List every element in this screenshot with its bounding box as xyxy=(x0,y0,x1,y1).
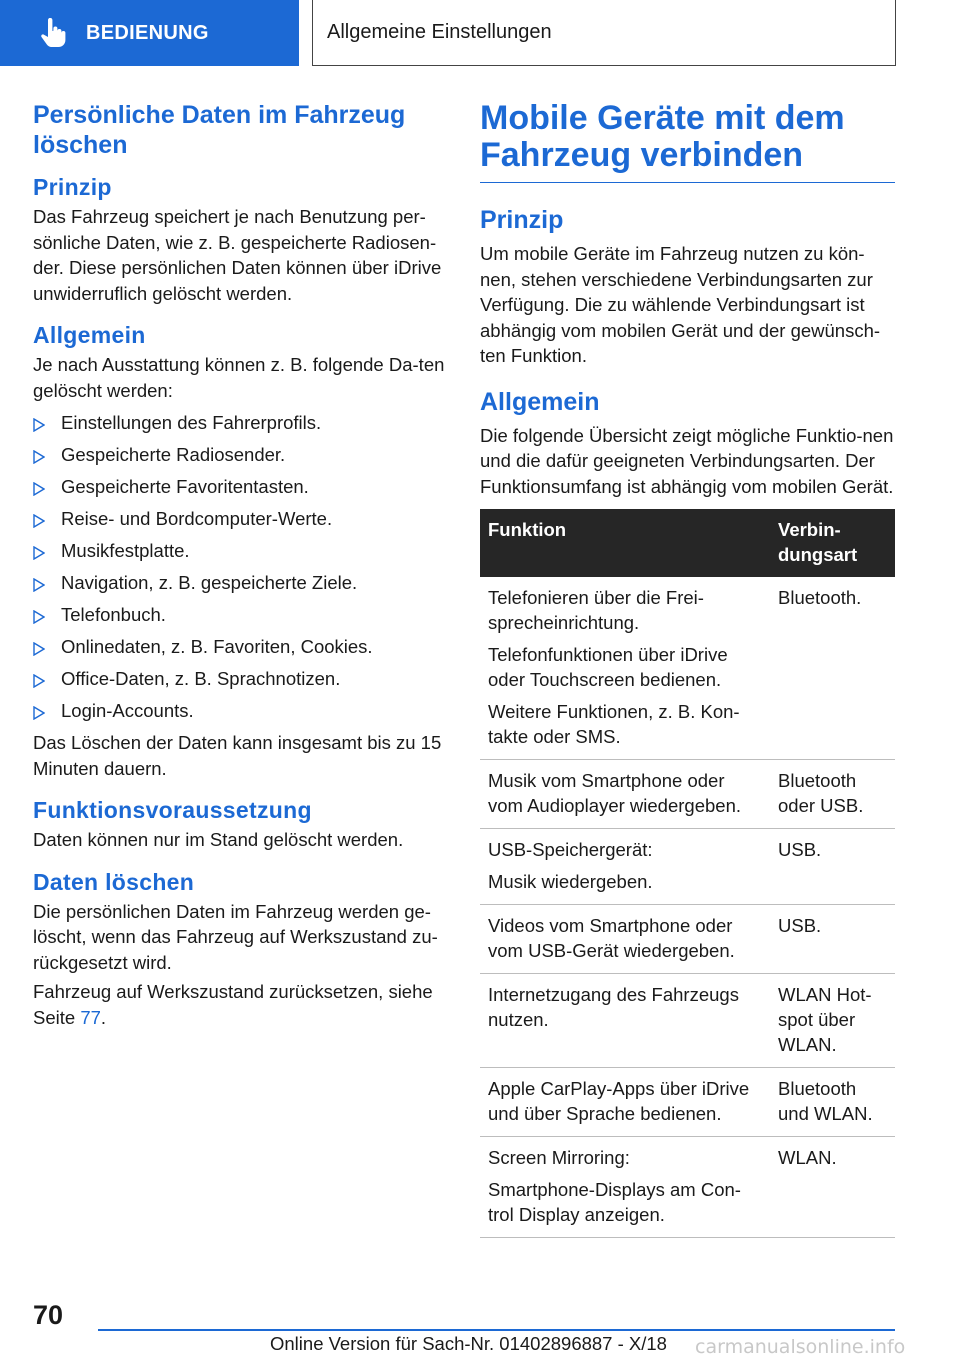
loeschen-heading: Daten löschen xyxy=(33,868,195,895)
table-cell-verbindungsart: WLAN. xyxy=(770,1137,895,1238)
page-link[interactable]: 77 xyxy=(80,1006,101,1028)
right-prinzip-heading: Prinzip xyxy=(480,206,564,234)
triangle-bullet-icon xyxy=(33,541,45,555)
section-label: BEDIENUNG xyxy=(86,21,209,44)
funktion-line: Apple CarPlay-Apps über iDrive und über Sprache bedienen. xyxy=(488,1078,750,1124)
triangle-bullet-icon xyxy=(33,445,45,459)
table-row xyxy=(480,1068,895,1137)
list-item xyxy=(33,599,445,631)
funktion-line: Weitere Funktionen, z. B. Kon‐takte oder SMS. xyxy=(488,701,740,747)
table-row xyxy=(480,1137,895,1238)
connection-table xyxy=(480,509,895,1238)
watermark: carmanualsonline.info xyxy=(695,1336,906,1358)
right-prinzip-text: Um mobile Geräte im Fahrzeug nutzen zu kön‐nen, stehen verschiedene Verbindungsarten zur Verfügung. Die zu wählende Verbindungsart ist abhängig vom mobilen Gerät und der gewünsch‐ten Funktion. xyxy=(480,243,881,366)
funktion-line: Screen Mirroring: xyxy=(488,1147,630,1168)
left-prinzip-heading: Prinzip xyxy=(33,174,112,200)
left-column xyxy=(33,100,445,1034)
list-item xyxy=(33,695,445,727)
triangle-bullet-icon xyxy=(33,413,45,427)
loeschen-text: Die persönlichen Daten im Fahrzeug werden ge‐löscht, wenn das Fahrzeug auf Werkszustand zu‐rückgesetzt wird. xyxy=(33,900,438,973)
table-row xyxy=(480,974,895,1068)
triangle-bullet-icon xyxy=(33,669,45,683)
table-cell-funktion xyxy=(480,577,770,760)
funktion-line: Telefonieren über die Frei‐sprecheinrichtung. xyxy=(488,587,704,633)
list-item-text: Musikfestplatte. xyxy=(61,540,190,561)
funktion-line: Smartphone-Displays am Con‐trol Display anzeigen. xyxy=(488,1179,741,1225)
table-cell-funktion xyxy=(480,760,770,829)
reset-end: . xyxy=(100,1006,107,1028)
right-column xyxy=(480,100,895,1238)
table-body xyxy=(480,577,895,1238)
table-cell-funktion xyxy=(480,1137,770,1238)
list-item-text: Office-Daten, z. B. Sprachnotizen. xyxy=(61,668,341,689)
list-item-text: Gespeicherte Favoritentasten. xyxy=(61,476,309,497)
chapter-title: Allgemeine Einstellungen xyxy=(312,0,896,66)
funktion-text: Daten können nur im Stand gelöscht werden. xyxy=(33,829,404,850)
triangle-bullet-icon xyxy=(33,701,45,715)
list-item-text: Login-Accounts. xyxy=(61,700,194,721)
table-cell-verbindungsart: Bluetooth oder USB. xyxy=(770,760,895,829)
triangle-bullet-icon xyxy=(33,477,45,491)
left-title: Persönliche Daten im Fahrzeug löschen xyxy=(33,101,406,159)
left-allgemein-text: Je nach Ausstattung können z. B. folgende Da‐ten gelöscht werden: xyxy=(33,354,445,401)
triangle-bullet-icon xyxy=(33,605,45,619)
table-cell-funktion xyxy=(480,974,770,1068)
delete-data-list xyxy=(33,407,445,727)
right-allgemein-heading: Allgemein xyxy=(480,387,600,416)
triangle-bullet-icon xyxy=(33,573,45,587)
list-item xyxy=(33,663,445,695)
table-row xyxy=(480,829,895,905)
funktion-line: Internetzugang des Fahrzeugs nutzen. xyxy=(488,984,739,1030)
table-cell-verbindungsart: Bluetooth und WLAN. xyxy=(770,1068,895,1137)
reset-label: Fahrzeug auf Werkszustand zurücksetzen, siehe Seite xyxy=(33,981,433,1028)
table-header-funktion: Funktion xyxy=(480,509,770,577)
list-item xyxy=(33,439,445,471)
list-item-text: Gespeicherte Radiosender. xyxy=(61,444,286,465)
funktion-line: Musik wiedergeben. xyxy=(488,871,653,892)
page-number: 70 xyxy=(33,1300,64,1330)
footer-divider xyxy=(98,1329,895,1331)
list-item xyxy=(33,503,445,535)
list-item-text: Navigation, z. B. gespeicherte Ziele. xyxy=(61,572,358,593)
table-cell-verbindungsart: Bluetooth. xyxy=(770,577,895,760)
table-cell-funktion xyxy=(480,829,770,905)
section-tab xyxy=(0,0,299,66)
triangle-bullet-icon xyxy=(33,637,45,651)
funktion-line: Musik vom Smartphone oder vom Audioplayer wiedergeben. xyxy=(488,770,741,816)
funktion-line: Telefonfunktionen über iDrive oder Touchscreen bedienen. xyxy=(488,644,728,690)
list-item xyxy=(33,535,445,567)
table-cell-verbindungsart: USB. xyxy=(770,829,895,905)
funktion-heading: Funktionsvoraussetzung xyxy=(33,797,312,823)
list-item-text: Onlinedaten, z. B. Favoriten, Cookies. xyxy=(61,636,373,657)
list-item xyxy=(33,407,445,439)
table-cell-verbindungsart: WLAN Hot‐spot über WLAN. xyxy=(770,974,895,1068)
list-item xyxy=(33,631,445,663)
funktion-line: USB-Speichergerät: xyxy=(488,839,653,860)
list-item-text: Einstellungen des Fahrerprofils. xyxy=(61,412,322,433)
funktion-line: Videos vom Smartphone oder vom USB-Gerät wiedergeben. xyxy=(488,915,735,961)
list-item-text: Telefonbuch. xyxy=(61,604,166,625)
list-item-text: Reise- und Bordcomputer-Werte. xyxy=(61,508,333,529)
table-header-row xyxy=(480,509,895,577)
table-row xyxy=(480,905,895,974)
table-header-verbindungsart: Verbin‐dungsart xyxy=(770,509,895,577)
triangle-bullet-icon xyxy=(33,509,45,523)
left-allgemein-heading: Allgemein xyxy=(33,322,146,348)
list-item xyxy=(33,567,445,599)
left-prinzip-text: Das Fahrzeug speichert je nach Benutzung per‐sönliche Daten, wie z. B. gespeicherte Radiosen‐der. Diese persönlichen Daten können über iDrive unwiderruflich gelöscht werden. xyxy=(33,206,442,304)
table-cell-funktion xyxy=(480,1068,770,1137)
reset-text xyxy=(33,979,445,1030)
duration-text: Das Löschen der Daten kann insgesamt bis zu 15 Minuten dauern. xyxy=(33,732,442,779)
footer-online-text: Online Version für Sach-Nr. 01402896887 - X/18 xyxy=(270,1333,667,1354)
right-allgemein-text: Die folgende Übersicht zeigt mögliche Funktio‐nen und die dafür geeigneten Verbindungsarten. Der Funktionsumfang ist abhängig vom mobilen Gerät. xyxy=(480,424,894,497)
list-item xyxy=(33,471,445,503)
table-cell-funktion xyxy=(480,905,770,974)
table-row xyxy=(480,760,895,829)
table-row xyxy=(480,577,895,760)
table-cell-verbindungsart: USB. xyxy=(770,905,895,974)
hand-pointer-icon xyxy=(40,18,66,48)
right-title: Mobile Geräte mit dem Fahrzeug verbinden xyxy=(480,100,895,183)
page-header xyxy=(0,0,960,66)
